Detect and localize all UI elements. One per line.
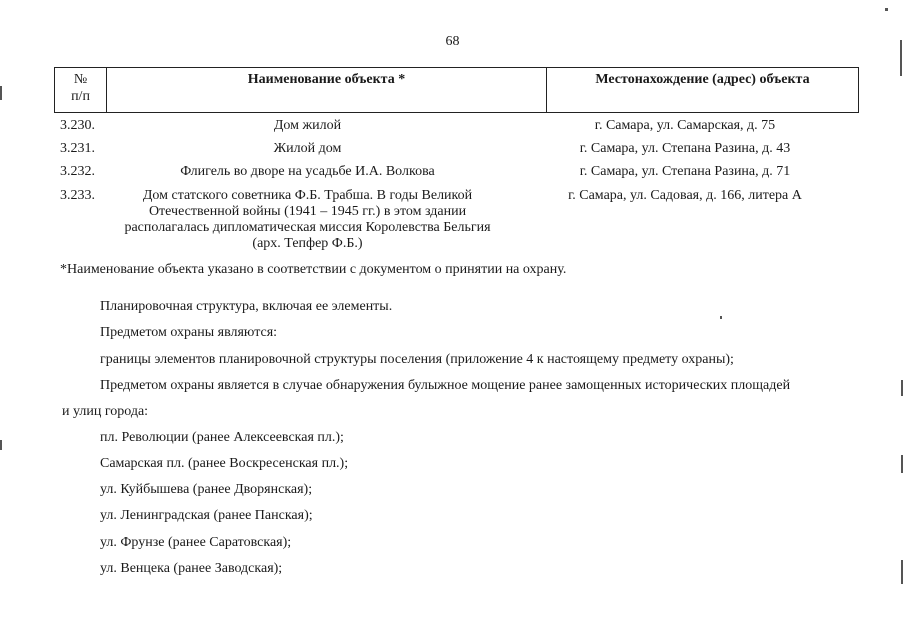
header-address-column: Местонахождение (адрес) объекта	[595, 72, 810, 87]
header-number-column: № п/п	[55, 68, 107, 112]
paragraph-planning-structure: Планировочная структура, включая ее элементы.	[100, 299, 393, 314]
object-address: г. Самара, ул. Садовая, д. 166, литера А	[568, 188, 802, 203]
street-item: ул. Венцека (ранее Заводская);	[100, 561, 283, 576]
row-number: 3.233.	[60, 188, 95, 203]
scan-mark	[901, 380, 903, 396]
row-number: 3.230.	[60, 118, 95, 133]
scan-mark	[901, 560, 903, 584]
header-name-column: Наименование объекта *	[107, 68, 547, 112]
object-address: г. Самара, ул. Самарская, д. 75	[594, 118, 776, 133]
scan-mark	[900, 40, 902, 76]
object-name: Дом жилой	[273, 118, 342, 133]
street-item: пл. Революции (ранее Алексеевская пл.);	[100, 430, 344, 445]
object-address: г. Самара, ул. Степана Разина, д. 43	[579, 141, 791, 156]
paragraph-boundaries: границы элементов планировочной структуры поселения (приложение 4 к настоящему предмету охраны);	[100, 352, 734, 367]
scan-mark	[720, 316, 722, 319]
street-item: Самарская пл. (ранее Воскресенская пл.);	[100, 456, 349, 471]
row-number: 3.232.	[60, 164, 95, 179]
scan-mark	[885, 8, 888, 11]
scan-mark	[0, 440, 2, 450]
street-item: ул. Ленинградская (ранее Панская);	[100, 508, 313, 523]
object-name: Флигель во дворе на усадьбе И.А. Волкова	[180, 164, 435, 179]
paragraph-protection-subject: Предметом охраны являются:	[100, 325, 278, 340]
object-name: Жилой дом	[273, 141, 342, 156]
paragraph-paving: Предметом охраны является в случае обнаружения булыжное мощение ранее замощенных исторических площадей	[100, 378, 791, 393]
table-header	[54, 67, 859, 113]
scan-mark	[901, 455, 903, 473]
page-number: 68	[445, 34, 460, 49]
scan-mark	[0, 86, 2, 100]
object-name: Дом статского советника Ф.Б. Трабша. В годы Великой Отечественной войны (1941 – 1945 гг.) в этом здании располагалась дипломатическая миссия Королевства Бельгия (арх. Тепфер Ф.Б.)	[124, 188, 491, 251]
paragraph-paving-continued: и улиц города:	[62, 404, 149, 419]
street-item: ул. Куйбышева (ранее Дворянская);	[100, 482, 313, 497]
street-item: ул. Фрунзе (ранее Саратовская);	[100, 535, 292, 550]
row-number: 3.231.	[60, 141, 95, 156]
object-address: г. Самара, ул. Степана Разина, д. 71	[579, 164, 791, 179]
footnote: *Наименование объекта указано в соответствии с документом о принятии на охрану.	[60, 262, 567, 277]
